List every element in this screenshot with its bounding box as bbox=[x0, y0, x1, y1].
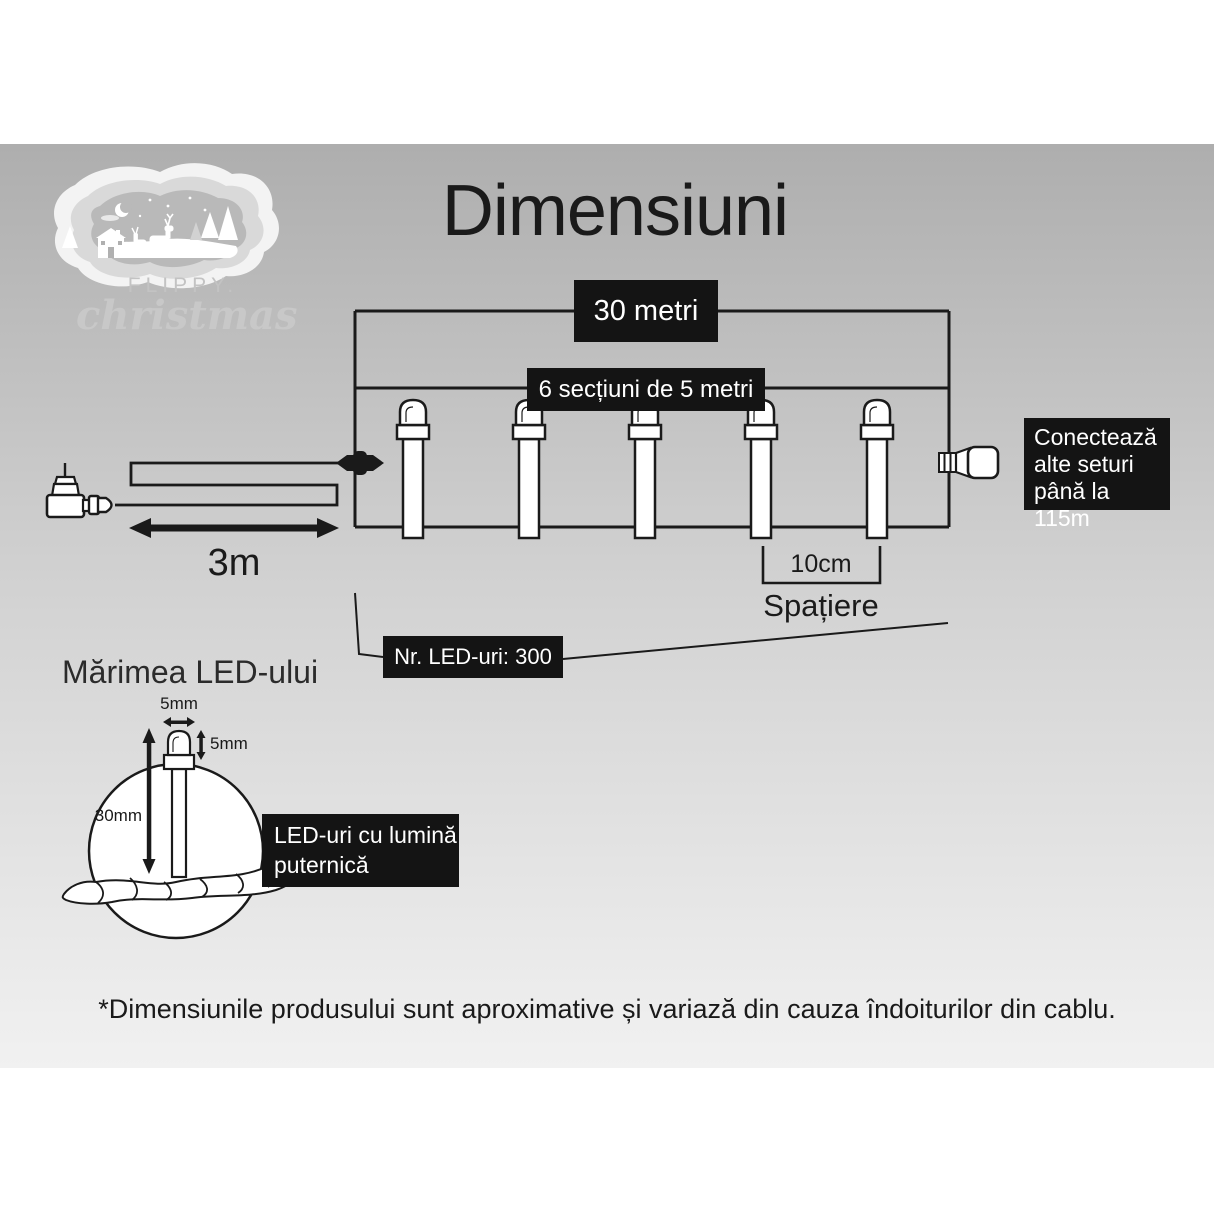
spacing-value-label: 10cm bbox=[790, 550, 852, 578]
led-bulbs-row bbox=[397, 400, 893, 538]
led-bulb-icon bbox=[629, 400, 661, 538]
callout-line-2: puternică bbox=[274, 852, 369, 878]
twist-connector-icon bbox=[336, 451, 384, 475]
connect-line-3: până la 115m bbox=[1034, 478, 1110, 531]
callout-line-1: LED-uri cu lumină bbox=[274, 822, 457, 848]
page-title: Dimensiuni bbox=[441, 171, 789, 251]
connect-line-2: alte seturi bbox=[1034, 451, 1134, 477]
power-cord-wire bbox=[115, 463, 355, 505]
lead-length-arrow bbox=[129, 518, 339, 538]
logo-brand-script: christmas bbox=[76, 292, 298, 339]
led-count-label: Nr. LED-uri: 300 bbox=[383, 636, 563, 678]
led-bulb-icon bbox=[397, 400, 429, 538]
total-height-label: 30mm bbox=[94, 806, 142, 825]
dome-height-arrow bbox=[197, 730, 206, 760]
winter-scene-logo-icon bbox=[54, 163, 279, 288]
sections-label: 6 secțiuni de 5 metri bbox=[527, 368, 765, 411]
dome-width-arrow bbox=[163, 717, 195, 727]
led-bulb-icon bbox=[861, 400, 893, 538]
spacing-word-label: Spațiere bbox=[763, 588, 879, 623]
connect-more-sets-label bbox=[1024, 418, 1170, 531]
total-length-label: 30 metri bbox=[574, 280, 718, 342]
power-plug-icon bbox=[47, 463, 112, 517]
logo-brand-name: FLIPPY. bbox=[127, 274, 239, 297]
bright-led-callout bbox=[262, 814, 459, 887]
dome-height-label: 5mm bbox=[210, 734, 248, 753]
led-bulb-icon bbox=[745, 400, 777, 538]
led-size-heading: Mărimea LED-ului bbox=[62, 654, 319, 690]
led-bulb-icon bbox=[513, 400, 545, 538]
disclaimer-footnote: *Dimensiunile produsului sunt aproximative și variază din cauza îndoiturilor din cablu. bbox=[98, 994, 1116, 1024]
dome-width-label: 5mm bbox=[160, 694, 198, 713]
connect-line-1: Conectează bbox=[1034, 424, 1157, 450]
lead-length-label: 3m bbox=[207, 542, 261, 584]
